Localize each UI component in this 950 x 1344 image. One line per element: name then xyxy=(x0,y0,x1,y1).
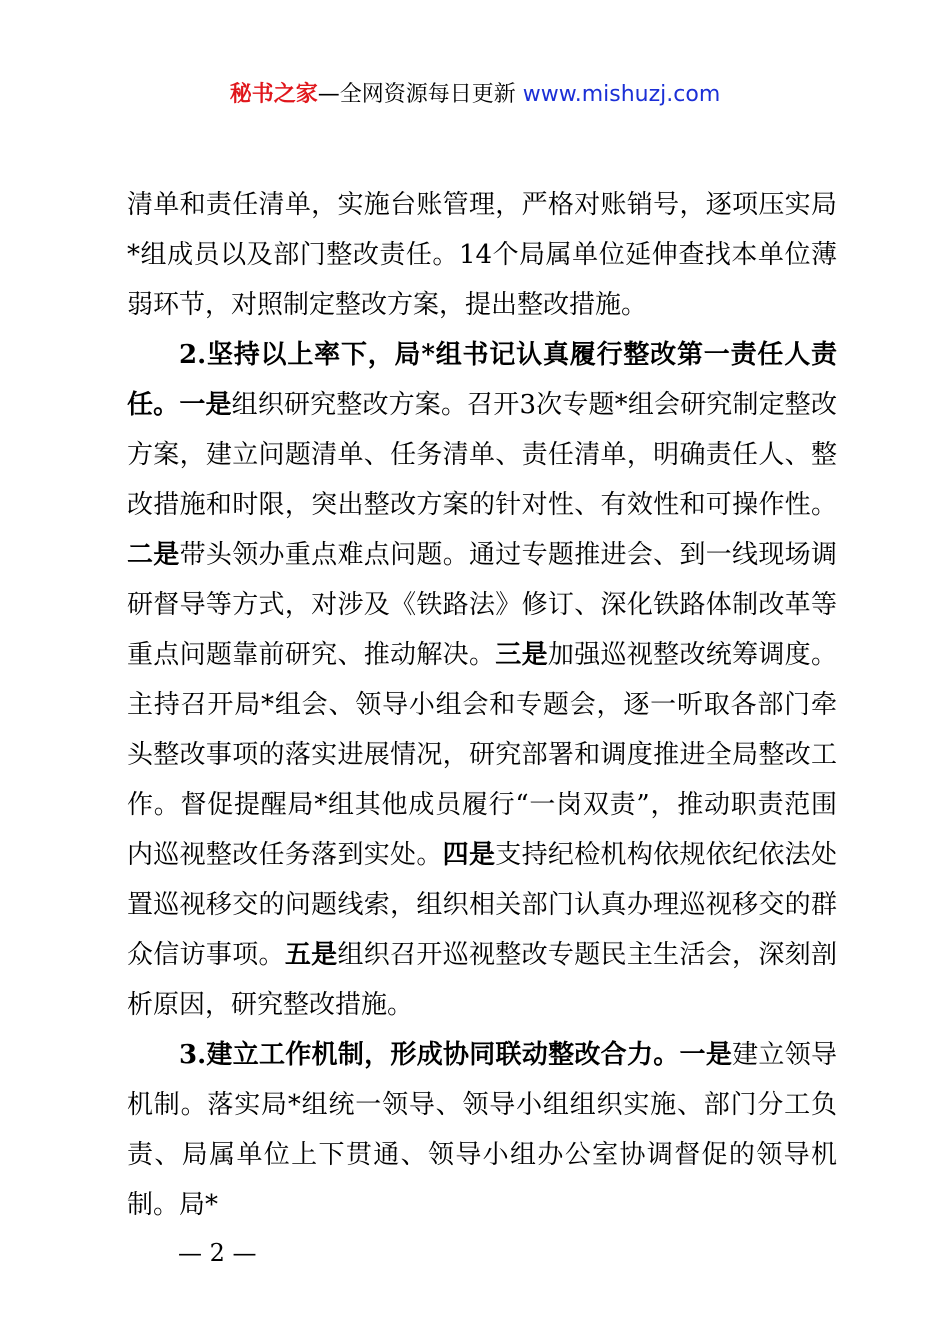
text-run: 组织研究整改方案。召开3次专题*组会研究制定整改方案，建立问题清单、任务清单、责任清单，明确责任人、整改措施和时限，突出整改方案的针对性、有效性和可操作性。 xyxy=(127,390,837,520)
point-marker: 四是 xyxy=(442,840,496,870)
paragraph-1 xyxy=(127,180,837,330)
point-marker: 三是 xyxy=(495,640,548,670)
section-heading: 2.坚持以上率下，局*组书记认真履行整改第一责任人责任。 xyxy=(127,340,837,420)
page-header xyxy=(0,78,950,112)
document-body xyxy=(127,180,837,1230)
text-run: 组织召开巡视整改专题民主生活会，深刻剖析原因，研究整改措施。 xyxy=(127,940,837,1020)
site-link[interactable]: www.mishuzj.com xyxy=(522,82,721,107)
text-run: 清单和责任清单，实施台账管理，严格对账销号，逐项压实局*组成员以及部门整改责任。14个局属单位延伸查找本单位薄弱环节，对照制定整改方案，提出整改措施。 xyxy=(127,190,837,320)
text-run: 加强巡视整改统筹调度。主持召开局*组会、领导小组会和专题会，逐一听取各部门牵头整改事项的落实进展情况，研究部署和调度推进全局整改工作。督促提醒局*组其他成员履行“一岗双责”，推动职责范围内巡视整改任务落到实处。 xyxy=(127,640,837,870)
text-run: 带头领办重点难点问题。通过专题推进会、到一线现场调研督导等方式，对涉及《铁路法》修订、深化铁路体制改革等重点问题靠前研究、推动解决。 xyxy=(127,540,837,670)
paragraph-2 xyxy=(127,330,837,1030)
point-marker: 五是 xyxy=(284,940,338,970)
paragraph-3 xyxy=(127,1030,837,1230)
point-marker: 二是 xyxy=(127,540,180,570)
section-heading: 3.建立工作机制，形成协同联动整改合力。 xyxy=(179,1040,680,1070)
point-marker: 一是 xyxy=(679,1040,733,1070)
point-marker: 一是 xyxy=(179,390,232,420)
text-run: 支持纪检机构依规依纪依法处置巡视移交的问题线索，组织相关部门认真办理巡视移交的群众信访事项。 xyxy=(127,840,837,970)
brand-name: 秘书之家 xyxy=(229,82,318,107)
header-slogan: —全网资源每日更新 xyxy=(317,82,523,107)
page-number: — 2 — xyxy=(178,1239,257,1267)
text-run: 建立领导机制。落实局*组统一领导、领导小组组织实施、部门分工负责、局属单位上下贯通、领导小组办公室协调督促的领导机制。局* xyxy=(127,1040,837,1220)
